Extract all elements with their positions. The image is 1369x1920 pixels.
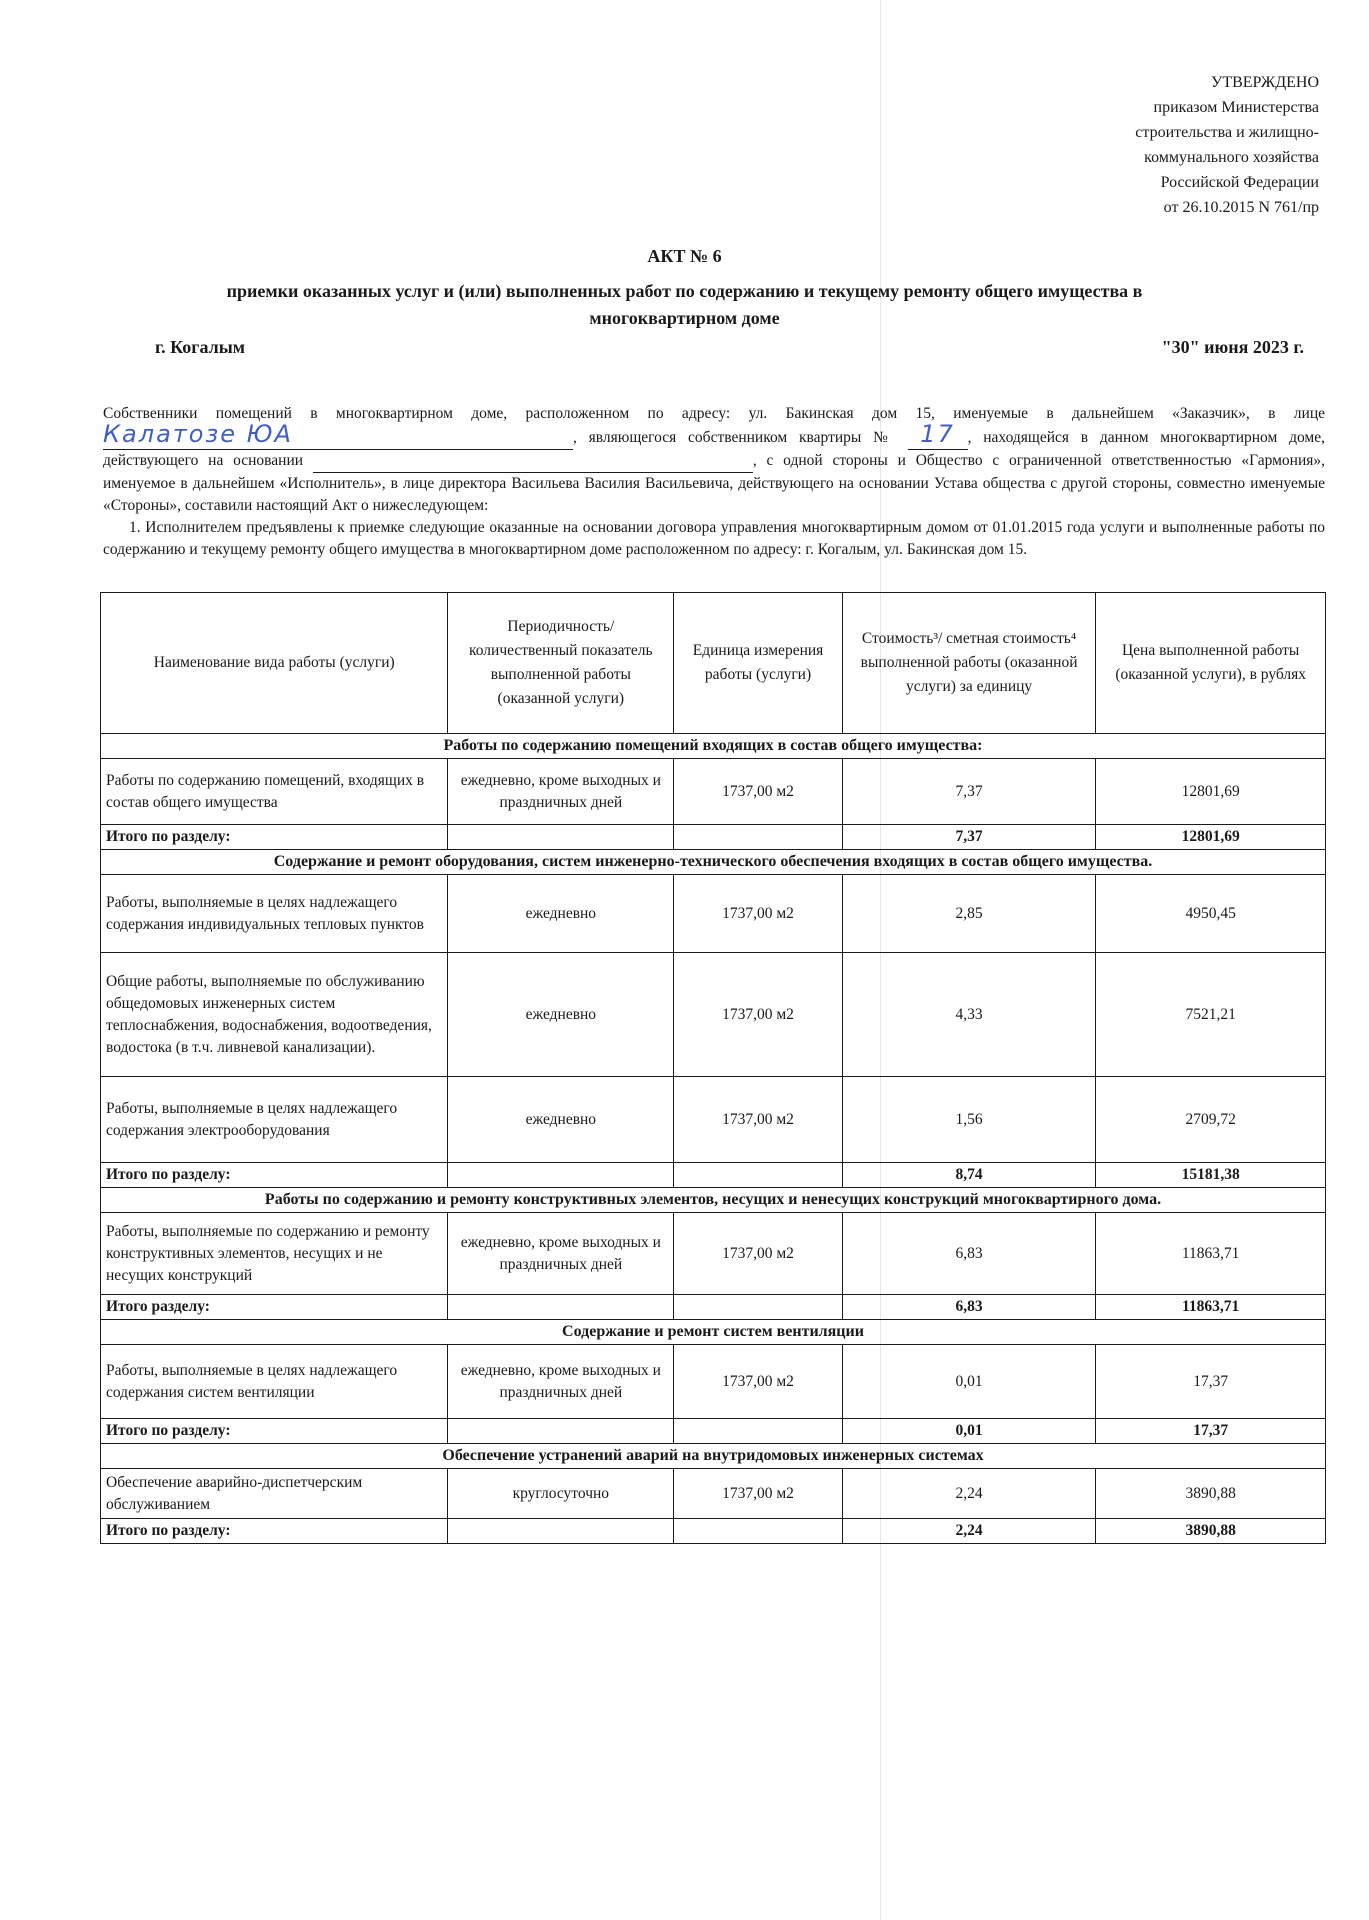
total-cost: 6,83 [842, 1295, 1095, 1320]
section-row [101, 734, 1326, 759]
total-label: Итого по разделу: [101, 1519, 448, 1544]
total-row [101, 1295, 1326, 1320]
cell-unit: 1737,00 м2 [674, 875, 843, 953]
section-row [101, 850, 1326, 875]
cell-name: Обеспечение аварийно-диспетчерским обслуживанием [101, 1469, 448, 1519]
total-label: Итого разделу: [101, 1295, 448, 1320]
cell-name: Работы, выполняемые по содержанию и ремонту конструктивных элементов, несущих и не несущих конструкций [101, 1213, 448, 1295]
cell-period: ежедневно, кроме выходных и праздничных дней [448, 759, 674, 825]
cell-price: 3890,88 [1096, 1469, 1326, 1519]
approval-line: Российской Федерации [1160, 174, 1319, 191]
cell-price: 11863,71 [1096, 1213, 1326, 1295]
intro-part: , находящейся в данном многоквартирном доме, действующего на основании [103, 429, 1325, 469]
cell-name: Работы, выполняемые в целях надлежащего содержания систем вентиляции [101, 1345, 448, 1419]
table-row [101, 1345, 1326, 1419]
table-row [101, 875, 1326, 953]
section-row [101, 1188, 1326, 1213]
cell-price: 12801,69 [1096, 759, 1326, 825]
approval-line: приказом Министерства [1153, 99, 1319, 116]
approval-line: УТВЕРЖДЕНО [1210, 74, 1319, 91]
cell-name: Работы, выполняемые в целях надлежащего содержания индивидуальных тепловых пунктов [101, 875, 448, 953]
table-row [101, 1077, 1326, 1163]
basis-field [313, 450, 753, 473]
cell-cost: 1,56 [842, 1077, 1095, 1163]
intro-part: Собственники помещений в многоквартирном доме, расположенном по адресу: ул. Бакинская дом 15, именуемые в дальнейшем «Заказчик», в лице [103, 405, 1325, 422]
total-price: 17,37 [1096, 1419, 1326, 1444]
apartment-handwriting: 17 [920, 420, 955, 448]
intro-part: , являющегося собственником квартиры № [573, 429, 896, 446]
cell-period: ежедневно, кроме выходных и праздничных дней [448, 1213, 674, 1295]
table-row [101, 953, 1326, 1077]
section-title: Содержание и ремонт оборудования, систем инженерно-технического обеспечения входящих в состав общего имущества. [101, 850, 1326, 875]
total-label: Итого по разделу: [101, 1419, 448, 1444]
section-title: Обеспечение устранений аварий на внутридомовых инженерных системах [101, 1444, 1326, 1469]
cell-period: ежедневно [448, 1077, 674, 1163]
cell-cost: 6,83 [842, 1213, 1095, 1295]
act-title: АКТ № 6 [647, 246, 722, 266]
total-cost: 8,74 [842, 1163, 1095, 1188]
total-price: 3890,88 [1096, 1519, 1326, 1544]
approval-line: от 26.10.2015 N 761/пр [1163, 199, 1319, 216]
header-name: Наименование вида работы (услуги) [101, 593, 448, 734]
total-price: 12801,69 [1096, 825, 1326, 850]
section-row [101, 1444, 1326, 1469]
cell-period: ежедневно [448, 953, 674, 1077]
cell-price: 17,37 [1096, 1345, 1326, 1419]
total-row [101, 1419, 1326, 1444]
cell-cost: 2,24 [842, 1469, 1095, 1519]
act-city: г. Когалым [155, 337, 246, 357]
header-price: Цена выполненной работы (оказанной услуги), в рублях [1096, 593, 1326, 734]
cell-unit: 1737,00 м2 [674, 953, 843, 1077]
total-cost: 7,37 [842, 825, 1095, 850]
total-price: 11863,71 [1096, 1295, 1326, 1320]
table-row [101, 759, 1326, 825]
total-label: Итого по разделу: [101, 825, 448, 850]
act-date: "30" июня 2023 г. [1161, 337, 1304, 357]
table-header-row [101, 593, 1326, 734]
total-label: Итого по разделу: [101, 1163, 448, 1188]
cell-unit: 1737,00 м2 [674, 1345, 843, 1419]
total-cost: 0,01 [842, 1419, 1095, 1444]
section-title: Работы по содержанию и ремонту конструктивных элементов, несущих и ненесущих конструкций многоквартирного дома. [101, 1188, 1326, 1213]
total-price: 15181,38 [1096, 1163, 1326, 1188]
section-row [101, 1320, 1326, 1345]
cell-period: круглосуточно [448, 1469, 674, 1519]
table-row [101, 1469, 1326, 1519]
approval-line: коммунального хозяйства [1144, 149, 1319, 166]
cell-name: Работы по содержанию помещений, входящих в состав общего имущества [101, 759, 448, 825]
cell-unit: 1737,00 м2 [674, 1077, 843, 1163]
cell-cost: 2,85 [842, 875, 1095, 953]
act-subtitle: приемки оказанных услуг и (или) выполненных работ по содержанию и текущему ремонту общего имущества в многоквартирном доме [226, 281, 1143, 328]
owner-signature-handwriting: Калатозе ЮА [103, 420, 293, 448]
total-row [101, 825, 1326, 850]
approval-stamp [1135, 70, 1319, 220]
table-row [101, 1213, 1326, 1295]
owner-name-field [103, 420, 573, 450]
intro-paragraph-2: 1. Исполнителем предъявлены к приемке следующие оказанные на основании договора управления многоквартирным домом от 01.01.2015 года услуги и выполненные работы по содержанию и текущему ремонту общего имущества в многоквартирном доме расположенном по адресу: г. Когалым, ул. Бакинская дом 15. [103, 519, 1325, 558]
apartment-field [908, 420, 968, 450]
cell-period: ежедневно [448, 875, 674, 953]
intro-text [103, 403, 1325, 561]
cell-name: Работы, выполняемые в целях надлежащего содержания электрооборудования [101, 1077, 448, 1163]
cell-price: 7521,21 [1096, 953, 1326, 1077]
header-unit: Единица измерения работы (услуги) [674, 593, 843, 734]
cell-period: ежедневно, кроме выходных и праздничных дней [448, 1345, 674, 1419]
cell-cost: 7,37 [842, 759, 1095, 825]
cell-unit: 1737,00 м2 [674, 1469, 843, 1519]
header-cost: Стоимость³/ сметная стоимость⁴ выполненной работы (оказанной услуги) за единицу [842, 593, 1095, 734]
services-table [100, 592, 1326, 1544]
total-cost: 2,24 [842, 1519, 1095, 1544]
total-row [101, 1519, 1326, 1544]
cell-cost: 0,01 [842, 1345, 1095, 1419]
cell-price: 4950,45 [1096, 875, 1326, 953]
total-row [101, 1163, 1326, 1188]
cell-unit: 1737,00 м2 [674, 759, 843, 825]
section-title: Работы по содержанию помещений входящих в состав общего имущества: [101, 734, 1326, 759]
header-period: Периодичность/ количественный показатель выполненной работы (оказанной услуги) [448, 593, 674, 734]
section-title: Содержание и ремонт систем вентиляции [101, 1320, 1326, 1345]
cell-unit: 1737,00 м2 [674, 1213, 843, 1295]
intro-part: , с одной стороны и Общество с ограниченной ответственностью «Гармония», именуемое в дальнейшем «Исполнитель», в лице директора Васильева Василия Васильевича, действующего на основании Устава общества с другой стороны, совместно именуемые «Стороны», составили настоящий Акт о нижеследующем: [103, 452, 1326, 514]
cell-cost: 4,33 [842, 953, 1095, 1077]
cell-name: Общие работы, выполняемые по обслуживанию общедомовых инженерных систем теплоснабжения, водоснабжения, водоотведения, водостока (в т.ч. ливневой канализации). [101, 953, 448, 1077]
cell-price: 2709,72 [1096, 1077, 1326, 1163]
approval-line: строительства и жилищно- [1135, 124, 1319, 141]
